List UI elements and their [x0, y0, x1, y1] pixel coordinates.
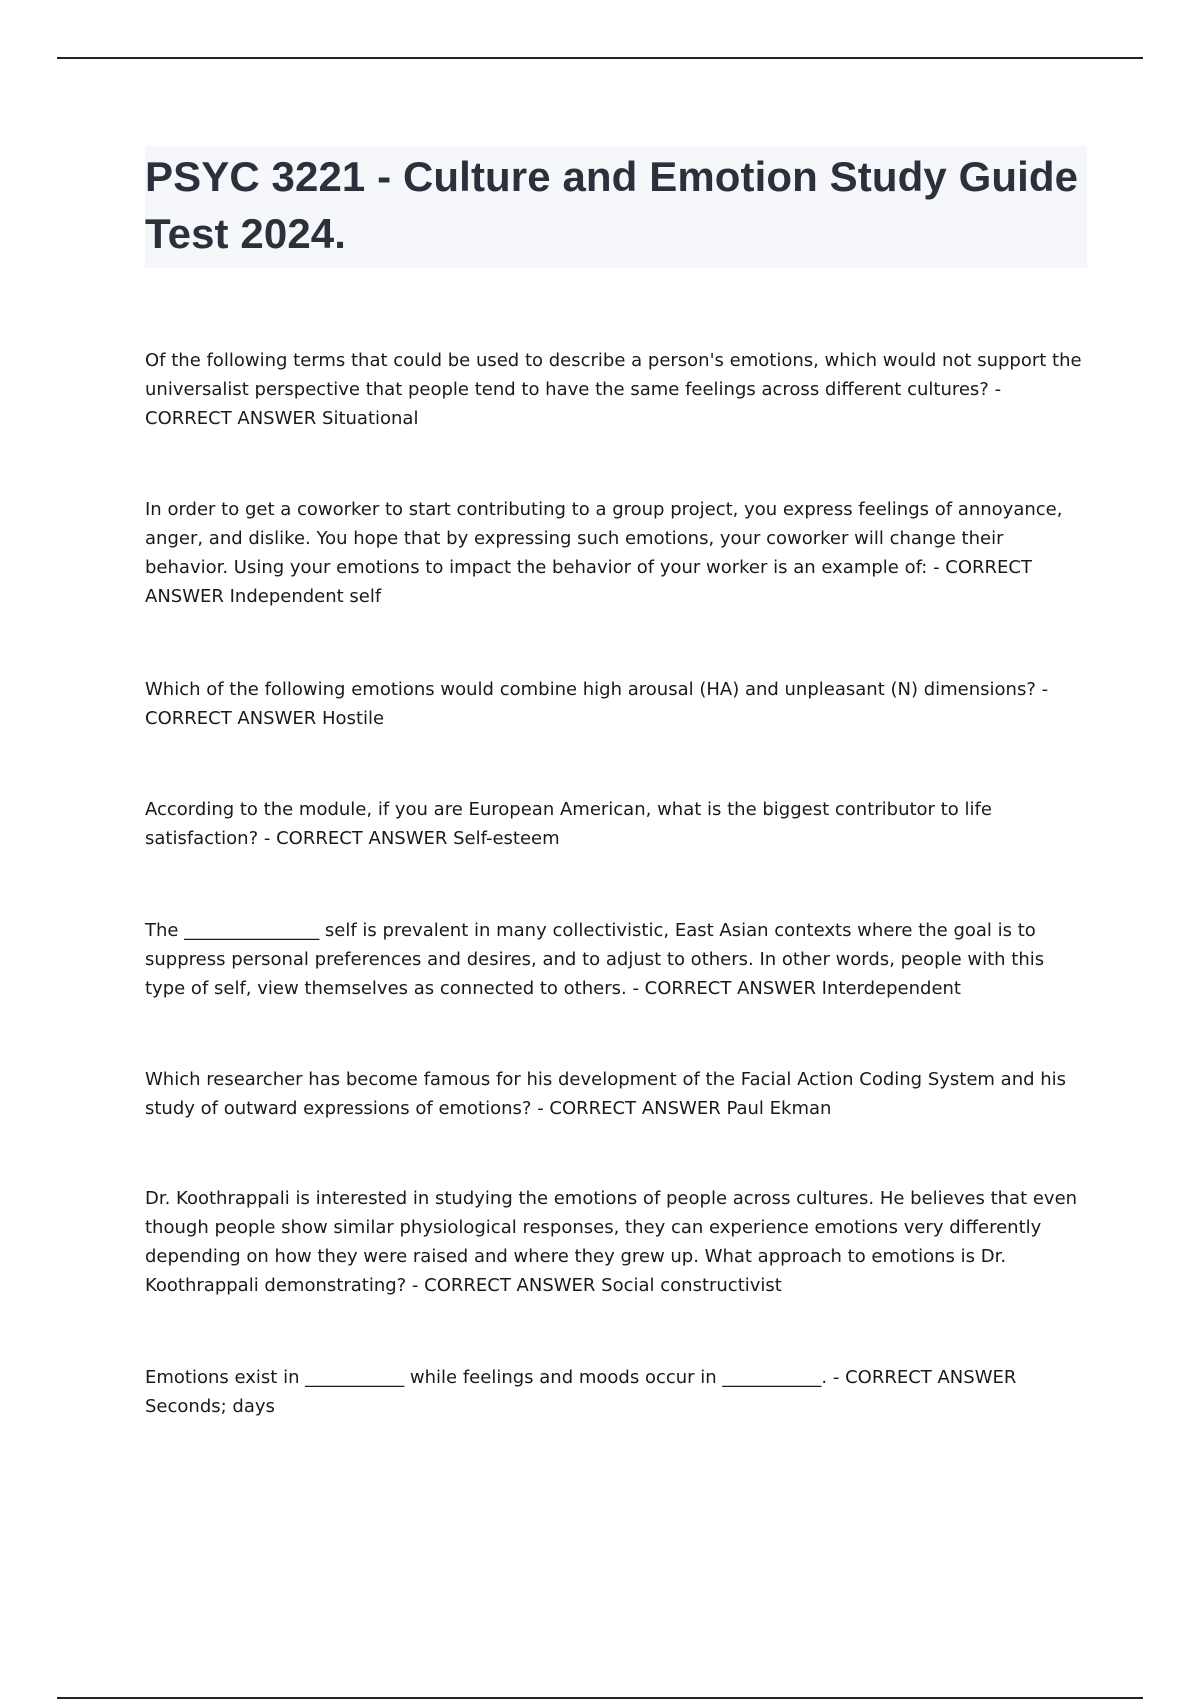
question-text: Dr. Koothrappali is interested in studying the emotions of people across cultures. He believes that even though people show similar physiological responses, they can experience emotions very differently depending on how they were raised and where they grew up. What approach to emotions is Dr. Koothrappali demonstrating?	[145, 1188, 1078, 1296]
answer-text: Independent self	[229, 586, 382, 607]
answer-separator: - CORRECT ANSWER	[531, 1098, 727, 1119]
answer-text: Situational	[322, 408, 419, 429]
answer-text: Social constructivist	[601, 1275, 782, 1296]
answer-separator: - CORRECT ANSWER	[145, 679, 1049, 729]
title-block	[145, 146, 1087, 268]
question-text: Emotions exist in ___________ while feelings and moods occur in ___________.	[145, 1367, 828, 1388]
qa-item	[145, 1184, 1090, 1300]
qa-item	[145, 916, 1090, 1003]
answer-separator: - CORRECT ANSWER	[258, 828, 454, 849]
qa-item	[145, 495, 1090, 611]
question-text: Which researcher has become famous for his development of the Facial Action Coding System and his study of outward expressions of emotions?	[145, 1069, 1067, 1119]
qa-item	[145, 675, 1090, 733]
qa-item	[145, 1065, 1090, 1123]
answer-separator: - CORRECT ANSWER	[406, 1275, 602, 1296]
bottom-rule	[57, 1697, 1143, 1699]
question-text: Which of the following emotions would combine high arousal (HA) and unpleasant (N) dimensions?	[145, 679, 1036, 700]
question-text: In order to get a coworker to start contributing to a group project, you express feelings of annoyance, anger, and dislike. You hope that by expressing such emotions, your coworker will change their behavior. Using your emotions to impact the behavior of your worker is an example of:	[145, 499, 1063, 578]
answer-text: Paul Ekman	[726, 1098, 832, 1119]
qa-item	[145, 795, 1090, 853]
page-title: PSYC 3221 - Culture and Emotion Study Guide Test 2024.	[145, 153, 1079, 257]
qa-item	[145, 1363, 1090, 1421]
top-rule	[57, 57, 1143, 59]
answer-separator: - CORRECT ANSWER	[827, 1367, 1017, 1388]
answer-text: Seconds; days	[145, 1396, 275, 1417]
answer-text: Hostile	[322, 708, 385, 729]
qa-item	[145, 346, 1090, 433]
question-text: The _______________ self is prevalent in many collectivistic, East Asian contexts where the goal is to suppress personal preferences and desires, and to adjust to others. In other words, people with this type of self, view themselves as connected to others.	[145, 920, 1045, 999]
answer-text: Interdependent	[821, 978, 961, 999]
question-text: Of the following terms that could be used to describe a person's emotions, which would not support the universalist perspective that people tend to have the same feelings across different cultures?	[145, 350, 1082, 400]
answer-separator: - CORRECT ANSWER	[145, 379, 1002, 429]
answer-separator: - CORRECT ANSWER	[145, 557, 1032, 607]
answer-separator: - CORRECT ANSWER	[626, 978, 822, 999]
answer-text: Self-esteem	[453, 828, 560, 849]
question-text: According to the module, if you are European American, what is the biggest contributor to life satisfaction?	[145, 799, 992, 849]
